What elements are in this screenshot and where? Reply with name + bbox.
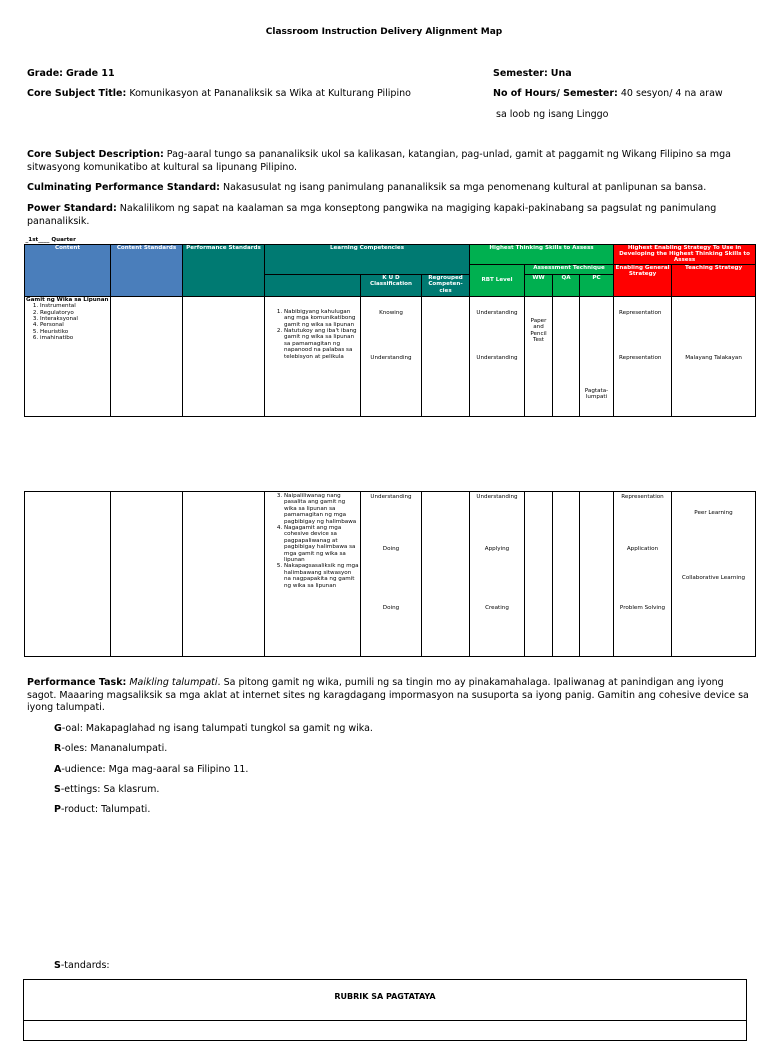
grasp-letter: P: [54, 804, 61, 815]
assessment-technique-header: Assessment Technique: [525, 264, 614, 274]
cidam-table-1: [24, 237, 756, 417]
enabling-general-header: Enabling General Strategy: [614, 264, 672, 296]
cidam-table-2: [24, 491, 756, 657]
ww-1: Paper and Pencil Test: [530, 317, 547, 343]
performance-task: [27, 677, 749, 715]
grasp-label: -oles:: [61, 743, 88, 754]
teaching-strategy-header: Teaching Strategy: [672, 264, 756, 296]
rbt-4: Applying: [484, 546, 510, 552]
kud-2: Understanding: [370, 354, 412, 361]
performance-standards-header: Performance Standards: [183, 244, 265, 296]
grasp-value: Talumpati.: [101, 804, 151, 815]
semester-value: Una: [550, 68, 572, 79]
semester-label: Semester:: [493, 68, 548, 79]
kud-5: Doing: [382, 605, 400, 611]
grasp-letter: R: [54, 743, 62, 754]
highest-thinking-header: Highest Thinking Skills to Assess: [470, 244, 614, 264]
enabling-general-cell: [614, 492, 672, 657]
ts-3: Peer Learning: [694, 510, 733, 516]
power-label: Power Standard:: [27, 203, 117, 214]
rbt-2: Understanding: [476, 354, 518, 361]
core-subject-label: Core Subject Title:: [27, 88, 127, 99]
hours-label: No of Hours/ Semester:: [493, 88, 618, 99]
grasp-letter: A: [54, 764, 62, 775]
regrouped-cell: [422, 492, 470, 657]
list-item: 5. Nakapagsasaliksik ng mga halimbawang sitwasyon na nagpapakita ng gamit ng wika sa lipunan: [284, 563, 359, 589]
eg-2: Representation: [619, 354, 662, 361]
kud-cell: [361, 492, 422, 657]
grasp-label: -tandards:: [60, 960, 110, 971]
kud-cell: [361, 296, 422, 416]
performance-standards-cell: [183, 492, 265, 657]
core-subject-value: Komunikasyon at Pananaliksik sa Wika at Kulturang Pilipino: [129, 88, 411, 99]
list-item: 1. Nabibigyang kahulugan ang mga komunikatibong gamit ng wika sa lipunan: [284, 309, 359, 328]
eg-3: Representation: [621, 494, 664, 500]
description-label: Core Subject Description:: [27, 149, 164, 160]
qa-cell: [553, 296, 580, 416]
list-item: 4. Nagagamit ang mga cohesive device sa pagpapaliwanag at pagbibigay halimbawa sa mga gamit ng wika sa lipunan: [284, 525, 359, 563]
core-subject-line: [27, 87, 487, 100]
ww-cell: [525, 296, 553, 416]
rubric-title: RUBRIK SA PAGTATAYA: [334, 992, 436, 1001]
list-item: 3. Interaksyonal: [40, 316, 109, 322]
regrouped-header: Regrouped Competen-cies: [422, 274, 470, 296]
lc-list: [266, 493, 359, 589]
document-title: Classroom Instruction Delivery Alignment Map: [265, 27, 503, 37]
content-standards-cell: [111, 296, 183, 416]
pc-2: Pagtata-lumpati: [584, 387, 609, 401]
core-description: [27, 149, 747, 174]
grasp-standards: [54, 960, 110, 972]
pc-cell: [580, 296, 614, 416]
grade-line: [27, 67, 115, 80]
grade-label: Grade:: [27, 68, 63, 79]
grade-value: Grade 11: [65, 68, 115, 79]
content-standards-cell: [111, 492, 183, 657]
grasp-goal: [54, 723, 373, 735]
description-value: Pag-aaral tungo sa pananaliksik ukol sa kalikasan, katangian, pag-unlad, gamit at paggamit ng Wikang Filipino sa mga sitwasyong komunikatibo at kultural sa lipunang Pilipino.: [27, 149, 731, 173]
kud-4: Doing: [382, 546, 400, 552]
performance-task-italic: Maikling talumpati: [129, 677, 218, 688]
enabling-general-cell: [614, 296, 672, 416]
grasp-label: -roduct:: [60, 804, 99, 815]
pc-cell: [580, 492, 614, 657]
rbt-cell: [470, 296, 525, 416]
ts-2: Malayang Talakayan: [685, 354, 742, 361]
culminating-label: Culminating Performance Standard:: [27, 182, 220, 193]
culminating-value: Nakasusulat ng isang panimulang pananaliksik sa mga penomenang kultural at panlipunan sa bansa.: [222, 182, 707, 193]
list-item: 4. Personal: [40, 322, 109, 328]
semester-line: [493, 67, 572, 80]
list-item: 1. Instrumental: [40, 303, 109, 309]
performance-task-text: . Sa pitong gamit ng wika, pumili ng sa tingin mo ay pinakamahalaga. Ipaliwanag at panindigan ang iyong sagot. Maaaring magsaliksik sa mga aklat at internet sites ng karagdagang impormasyon na susuporta sa iyong panig. Gamitin ang cohesive device sa iyong talumpati.: [27, 677, 749, 713]
grasp-audience: [54, 764, 248, 776]
list-item: 5. Heuristiko: [40, 329, 109, 335]
grasp-label: -oal:: [61, 723, 83, 734]
performance-standards-cell: [183, 296, 265, 416]
rubric-divider: [24, 1020, 746, 1021]
power-standard: [27, 203, 747, 228]
grasp-settings: [54, 784, 159, 796]
rbt-cell: [470, 492, 525, 657]
teaching-strategy-cell: [672, 296, 756, 416]
learning-competencies-header: Learning Competencies: [265, 244, 470, 274]
qa-cell: [553, 492, 580, 657]
content-cell: [25, 492, 111, 657]
grasp-label: -udience:: [61, 764, 106, 775]
lc-list: [266, 309, 359, 360]
grasp-value: Mananalumpati.: [90, 743, 168, 754]
eg-5: Problem Solving: [619, 605, 666, 611]
hours-value: 40 sesyon/ 4 na araw: [620, 88, 723, 99]
grasp-value: Sa klasrum.: [103, 784, 160, 795]
kud-1: Knowing: [379, 309, 403, 316]
content-list: [26, 303, 109, 341]
grasp-value: Mga mag-aaral sa Filipino 11.: [108, 764, 249, 775]
eg-4: Application: [626, 546, 659, 552]
kud-header: K U D Classification: [361, 274, 422, 296]
hours-value-2: sa loob ng isang Linggo: [496, 109, 609, 120]
list-item: 3. Naipaliliwanag nang pasalita ang gamit ng wika sa lipunan sa pamamagitan ng mga pagbibigay ng halimbawa: [284, 493, 359, 525]
grasp-letter: S: [54, 784, 61, 795]
grasp-product: [54, 804, 150, 816]
quarter-label: _1st____ Quarter: [25, 237, 672, 244]
list-item: 2. Natutukoy ang iba't ibang gamit ng wika sa lipunan sa pamamagitan ng napanood na palabas sa telebisyon at pelikula: [284, 328, 359, 360]
content-standards-header: Content Standards: [111, 244, 183, 296]
ww-header: WW: [525, 274, 553, 296]
content-title: Gamit ng Wika sa Lipunan: [26, 296, 109, 303]
lc-blank-header: [265, 274, 361, 296]
rbt-3: Understanding: [476, 494, 518, 500]
teaching-strategy-cell: [672, 492, 756, 657]
rbt-5: Creating: [485, 605, 509, 611]
power-value: Nakalilikom ng sapat na kaalaman sa mga konseptong pangwika na magiging kapaki-pakinabang sa pagsulat ng panimulang pananaliksik.: [27, 203, 717, 227]
list-item: 6. imahinatibo: [40, 335, 109, 341]
rubric-box: [23, 979, 747, 1041]
qa-header: QA: [553, 274, 580, 296]
content-cell: [25, 296, 111, 416]
hours-line: [493, 87, 753, 100]
grasp-value: Makapaglahad ng isang talumpati tungkol sa gamit ng wika.: [85, 723, 373, 734]
performance-task-label: Performance Task:: [27, 677, 127, 688]
lc-cell: [265, 296, 361, 416]
ww-cell: [525, 492, 553, 657]
grasp-letter: S: [54, 960, 61, 971]
regrouped-cell: [422, 296, 470, 416]
ts-4: Collaborative Learning: [681, 575, 746, 581]
content-header: Content: [25, 244, 111, 296]
grasp-roles: [54, 743, 167, 755]
kud-3: Understanding: [370, 494, 412, 500]
culminating-standard: [27, 182, 747, 195]
grasp-label: -ettings:: [60, 784, 101, 795]
rbt-1: Understanding: [476, 309, 518, 316]
list-item: 2. Regulatoryo: [40, 310, 109, 316]
highest-enabling-header: Highest Enabling Strategy To Use in Developing the Highest Thinking Skills to Assess: [614, 244, 756, 264]
rbt-level-header: RBT Level: [470, 264, 525, 296]
grasp-letter: G: [54, 723, 62, 734]
eg-1: Representation: [619, 309, 662, 316]
pc-header: PC: [580, 274, 614, 296]
lc-cell: [265, 492, 361, 657]
